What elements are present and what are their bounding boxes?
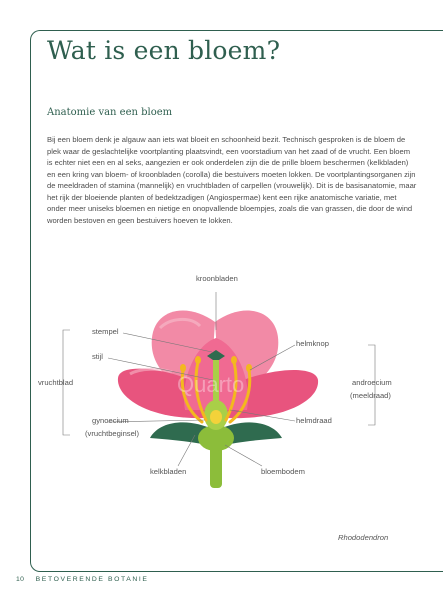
page-footer — [16, 576, 149, 583]
flower-illustration — [0, 270, 443, 550]
label-gynoecium: gynoecium — [92, 416, 129, 425]
label-vruchtblad: vruchtblad — [38, 378, 74, 387]
label-stempel: stempel — [92, 327, 119, 336]
label-kroonbladen: kroonbladen — [196, 274, 238, 283]
page-number: 10 — [16, 576, 25, 583]
flower-anatomy-diagram — [0, 270, 443, 550]
label-bloembodem: bloembodem — [261, 467, 305, 476]
body-paragraph: Bij een bloem denk je algauw aan iets wat bloeit en schoonheid bezit. Technisch gesproken is de bloem de plek waar de geslachtelijke voortplanting plaatsvindt, een voorstadium van het zaad of de vrucht. Een bloem is echter niet een en al seks, aangezien er ook onderdelen zijn die de prille bloem beschermen (kelkbladen) en een kring van bloem- of kroonbladen (corolla) die bestuivers moeten lokken. De voortplantingsorganen zijn de meeldraden of stamina (mannelijk) en vruchtbladen of carpellen (vrouwelijk). Dit is de basisanatomie, maar het rijk der bloeiende planten of bedektzadigen (Angiospermae) kent een rijke anatomische variatie, met onder meer uniseks bloemen en nietige en onopvallende bloempjes, zoals die van grassen, die door de wind worden bestoven en geen bestuivers hoeven te lokken. — [47, 135, 417, 225]
label-helmknop: helmknop — [296, 339, 329, 348]
label-helmdraad: helmdraad — [296, 416, 332, 425]
section-heading: Anatomie van een bloem — [47, 107, 173, 118]
running-title: BETOVERENDE BOTANIE — [35, 576, 149, 583]
figure-caption: Rhododendron — [338, 533, 389, 542]
page-title: Wat is een bloem? — [47, 36, 281, 65]
label-androecium-sub: (meeldraad) — [350, 391, 391, 400]
label-stijl: stijl — [92, 352, 103, 361]
label-kelkbladen: kelkbladen — [150, 467, 187, 476]
label-androecium: androecium — [352, 378, 392, 387]
label-gynoecium-sub: (vruchtbeginsel) — [85, 429, 140, 438]
watermark-text: Quarto — [177, 372, 245, 397]
